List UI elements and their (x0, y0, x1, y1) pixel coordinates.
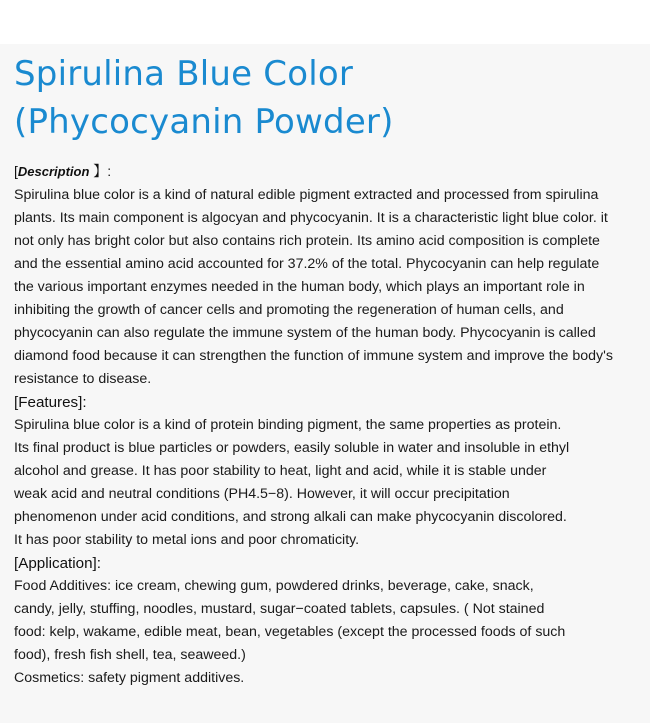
application-line: Cosmetics: safety pigment additives. (14, 670, 245, 686)
features-line: weak acid and neutral conditions (PH4.5−8). However, it will occur precipitation (14, 486, 510, 502)
description-line: the various important enzymes needed in the human body, which plays an important role in (14, 279, 585, 295)
description-close-bracket: 】: (89, 163, 112, 179)
description-line: and the essential amino acid accounted for 37.2% of the total. Phycocyanin can help regulate (14, 256, 600, 272)
application-line: food), fresh fish shell, tea, seaweed.) (14, 647, 246, 663)
description-heading-label: Description (17, 164, 90, 179)
description-line: inhibiting the growth of cancer cells and promoting the regeneration of human cells, and (14, 302, 564, 318)
description-paragraph (14, 184, 638, 391)
application-line: Food Additives: ice cream, chewing gum, powdered drinks, beverage, cake, snack, (14, 578, 534, 594)
title-line-2: (Phycocyanin Powder) (14, 102, 394, 142)
page-title (14, 50, 394, 146)
features-line: Spirulina blue color is a kind of protein binding pigment, the same properties as protein. (14, 417, 562, 433)
application-line: food: kelp, wakame, edible meat, bean, vegetables (except the processed foods of such (14, 624, 566, 640)
features-line: It has poor stability to metal ions and poor chromaticity. (14, 532, 360, 548)
title-line-1: Spirulina Blue Color (14, 54, 354, 94)
description-line: Spirulina blue color is a kind of natural edible pigment extracted and processed from spirulina (14, 187, 599, 203)
description-line: resistance to disease. (14, 371, 152, 387)
features-line: alcohol and grease. It has poor stability to heat, light and acid, while it is stable under (14, 463, 547, 479)
description-line: diamond food because it can strengthen the function of immune system and improve the body's (14, 348, 613, 364)
description-line: phycocyanin can also regulate the immune system of the human body. Phycocyanin is called (14, 325, 596, 341)
features-line: phenomenon under acid conditions, and strong alkali can make phycocyanin discolored. (14, 509, 567, 525)
features-line: Its final product is blue particles or powders, easily soluble in water and insoluble in ethyl (14, 440, 570, 456)
description-open-bracket: [ (14, 163, 18, 179)
description-heading (14, 161, 638, 182)
application-line: candy, jelly, stuffing, noodles, mustard, sugar−coated tablets, capsules. ( Not stained (14, 601, 545, 617)
features-heading: [Features]: (14, 394, 87, 411)
description-line: plants. Its main component is algocyan and phycocyanin. It is a characteristic light blue color. it (14, 210, 608, 226)
description-line: not only has bright color but also contains rich protein. Its amino acid composition is complete (14, 233, 600, 249)
application-paragraph (14, 575, 638, 690)
application-heading: [Application]: (14, 555, 101, 572)
features-paragraph (14, 414, 638, 552)
product-content (14, 161, 638, 690)
top-spacer (0, 0, 650, 44)
